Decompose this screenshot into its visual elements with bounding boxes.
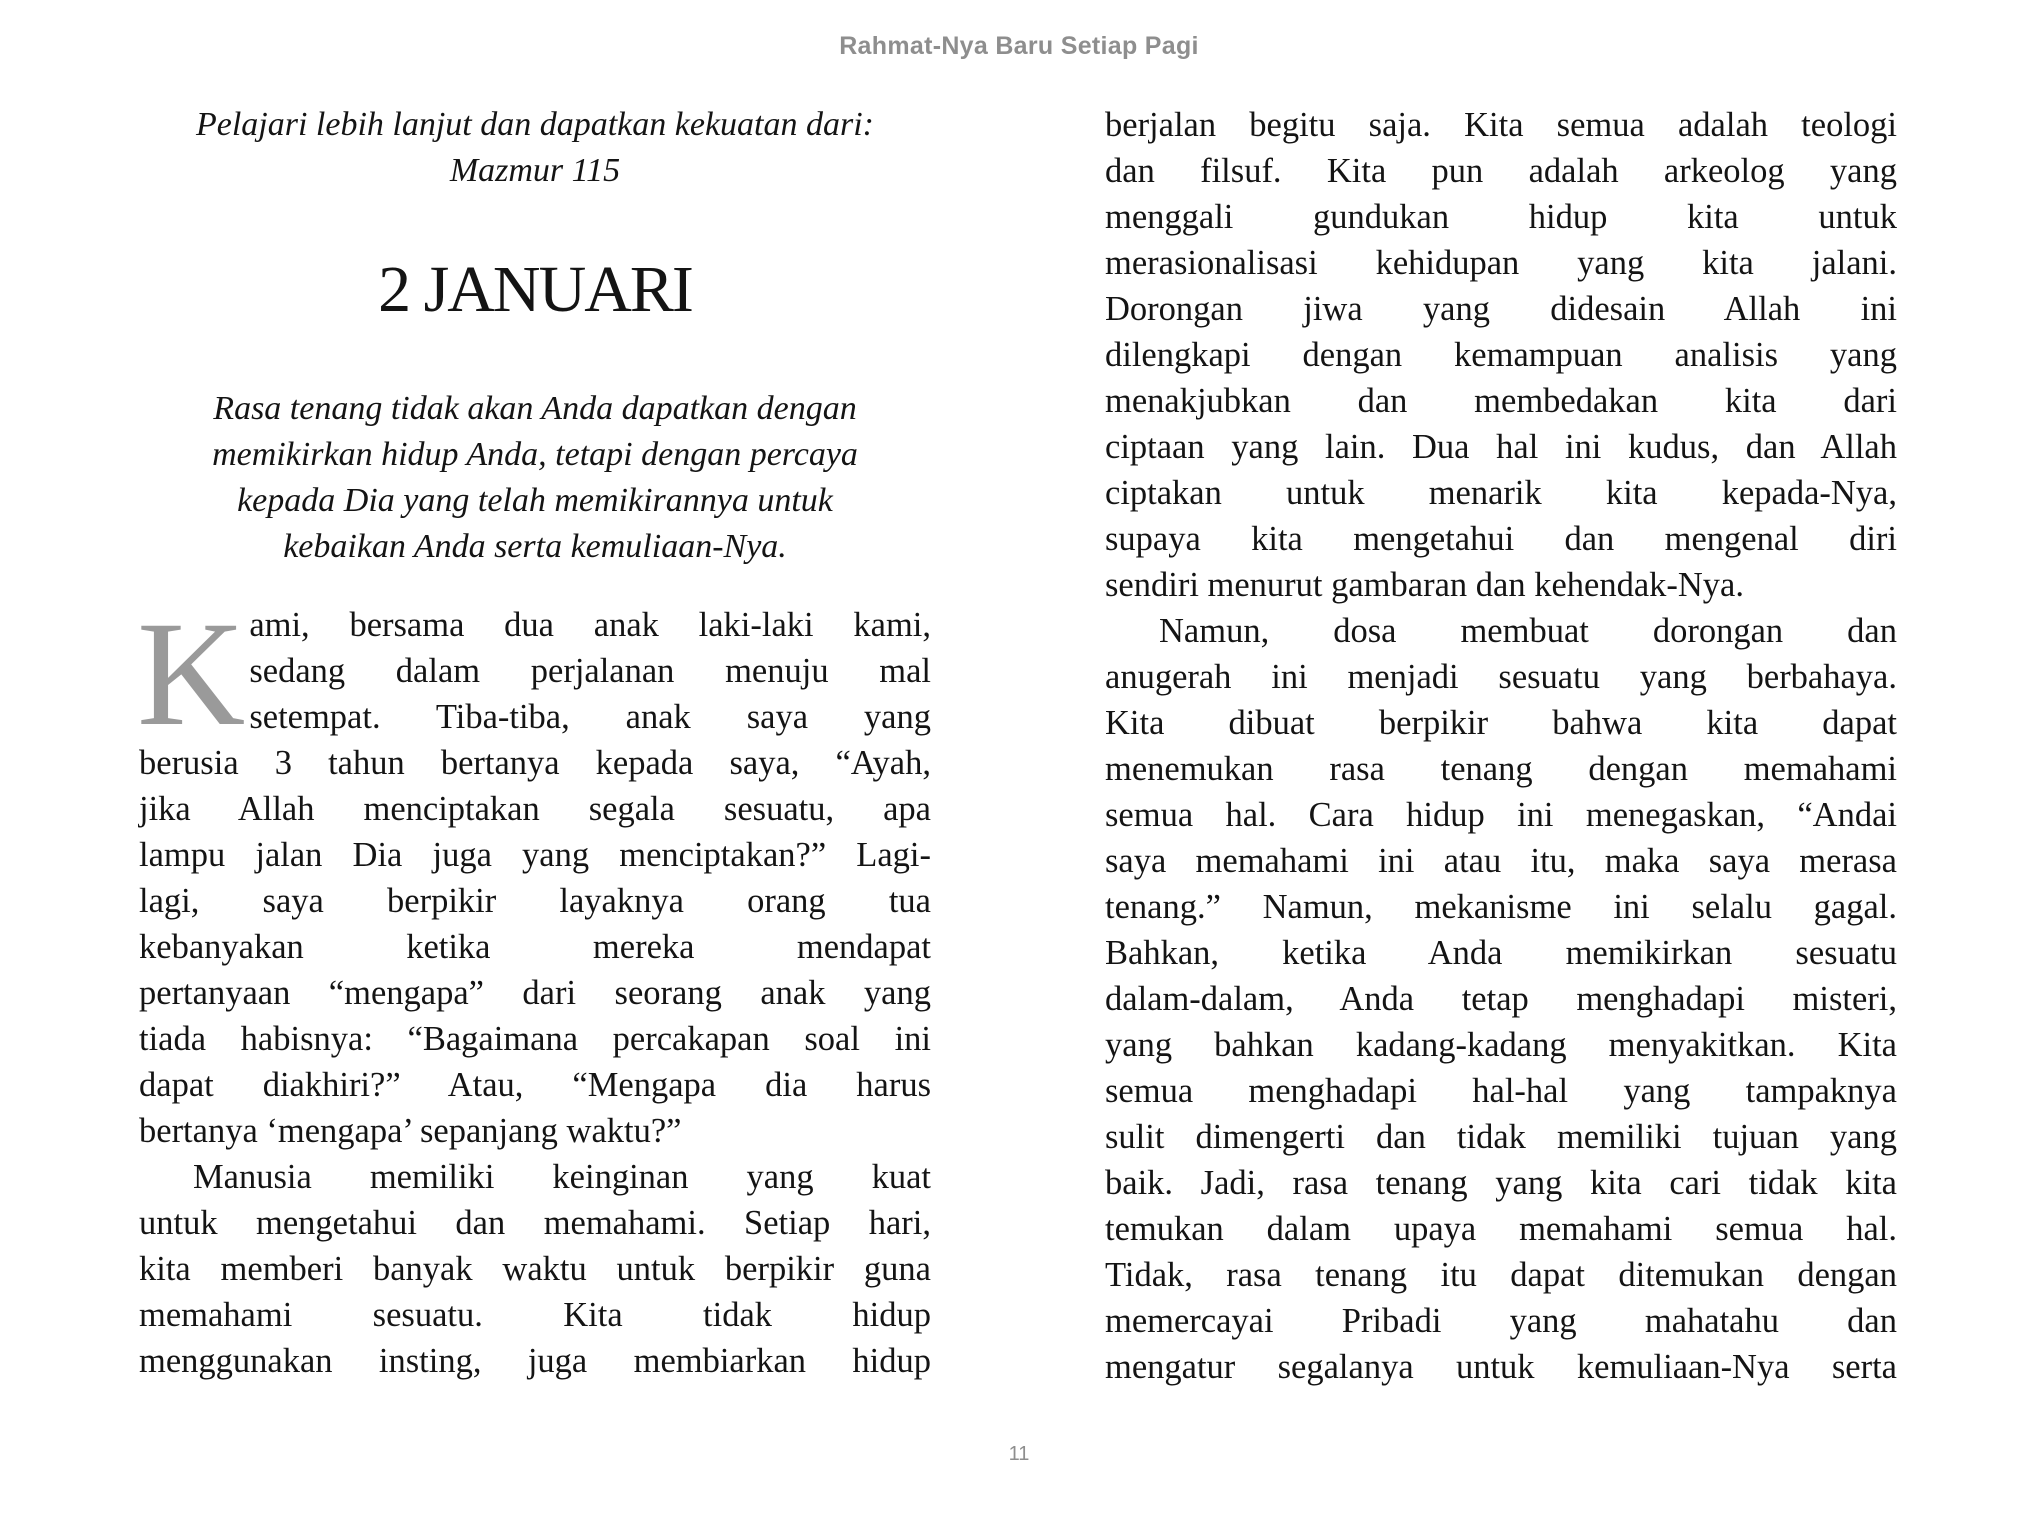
study-note-line: Pelajari lebih lanjut dan dapatkan kekuatan dari: xyxy=(195,106,874,143)
text-line: berjalan begitu saja. Kita semua adalah teologi xyxy=(1105,106,1897,144)
text-line: dapat diakhiri?” Atau, “Mengapa dia harus xyxy=(139,1066,931,1104)
text-line: Kita dibuat berpikir bahwa kita dapat xyxy=(1105,704,1897,742)
text-line: anugerah ini menjadi sesuatu yang berbahaya. xyxy=(1105,658,1897,696)
text-line: baik. Jadi, rasa tenang yang kita cari tidak kita xyxy=(1105,1164,1897,1202)
text-line: sendiri menurut gambaran dan kehendak-Nya. xyxy=(1105,566,1744,604)
text-line: dan filsuf. Kita pun adalah arkeolog yang xyxy=(1105,152,1897,190)
text-line: dilengkapi dengan kemampuan analisis yang xyxy=(1105,336,1897,374)
body-paragraph-1 xyxy=(137,591,931,1154)
text-line: lagi, saya berpikir layaknya orang tua xyxy=(139,882,931,920)
text-line: berusia 3 tahun bertanya kepada saya, “Ayah, xyxy=(139,744,931,782)
text-line: ciptakan untuk menarik kita kepada-Nya, xyxy=(1105,474,1897,512)
right-page-column xyxy=(1105,102,1897,1390)
epigraph xyxy=(139,386,931,570)
epigraph-line: kebaikan Anda serta kemuliaan-Nya. xyxy=(283,528,787,565)
text-line: semua menghadapi hal-hal yang tampaknya xyxy=(1105,1072,1897,1110)
epigraph-line: kepada Dia yang telah memikirannya untuk xyxy=(237,482,833,519)
text-line: menemukan rasa tenang dengan memahami xyxy=(1105,750,1897,788)
text-line: memahami sesuatu. Kita tidak hidup xyxy=(139,1296,931,1334)
book-title: Rahmat-Nya Baru Setiap Pagi xyxy=(839,32,1199,60)
study-note-reference: Mazmur 115 xyxy=(449,152,621,189)
epigraph-line: memikirkan hidup Anda, tetapi dengan percaya xyxy=(212,436,858,473)
text-line: merasionalisasi kehidupan yang kita jalani. xyxy=(1105,244,1897,282)
text-line: saya memahami ini atau itu, maka saya merasa xyxy=(1105,842,1897,880)
text-line: menggali gundukan hidup kita untuk xyxy=(1105,198,1897,236)
text-line: sedang dalam perjalanan menuju mal xyxy=(249,652,931,690)
text-line: menggunakan insting, juga membiarkan hidup xyxy=(139,1342,931,1380)
text-line: Manusia memiliki keinginan yang kuat xyxy=(193,1158,931,1196)
text-line: tenang.” Namun, mekanisme ini selalu gagal. xyxy=(1105,888,1897,926)
text-line: pertanyaan “mengapa” dari seorang anak yang xyxy=(139,974,931,1012)
text-line: kita memberi banyak waktu untuk berpikir guna xyxy=(139,1250,931,1288)
text-line: tiada habisnya: “Bagaimana percakapan soal ini xyxy=(139,1020,931,1058)
text-line: untuk mengetahui dan memahami. Setiap hari, xyxy=(139,1204,931,1242)
text-line: mengatur segalanya untuk kemuliaan-Nya serta xyxy=(1105,1348,1897,1386)
text-line: lampu jalan Dia juga yang menciptakan?” Lagi- xyxy=(139,836,931,874)
text-line: Namun, dosa membuat dorongan dan xyxy=(1159,612,1897,650)
text-line: semua hal. Cara hidup ini menegaskan, “Andai xyxy=(1105,796,1897,834)
text-line: Bahkan, ketika Anda memikirkan sesuatu xyxy=(1105,934,1897,972)
text-line: yang bahkan kadang-kadang menyakitkan. Kita xyxy=(1105,1026,1897,1064)
text-line: dalam-dalam, Anda tetap menghadapi misteri, xyxy=(1105,980,1897,1018)
text-line: ciptaan yang lain. Dua hal ini kudus, dan Allah xyxy=(1105,428,1897,466)
body-paragraph-3 xyxy=(1105,102,1897,608)
study-note xyxy=(139,102,931,194)
text-line: supaya kita mengetahui dan mengenal diri xyxy=(1105,520,1897,558)
text-line: sulit dimengerti dan tidak memiliki tujuan yang xyxy=(1105,1118,1897,1156)
text-line: kebanyakan ketika mereka mendapat xyxy=(139,928,931,966)
text-line: ami, bersama dua anak laki-laki kami, xyxy=(249,606,931,644)
text-line: Tidak, rasa tenang itu dapat ditemukan dengan xyxy=(1105,1256,1897,1294)
left-page-column xyxy=(139,102,931,1384)
page-number: 11 xyxy=(1008,1443,1030,1465)
text-line: memercayai Pribadi yang mahatahu dan xyxy=(1105,1302,1897,1340)
text-line: menakjubkan dan membedakan kita dari xyxy=(1105,382,1897,420)
drop-cap: K xyxy=(137,591,246,757)
body-paragraph-4 xyxy=(1105,608,1897,1390)
body-paragraph-2 xyxy=(139,1154,931,1384)
text-line: bertanya ‘mengapa’ sepanjang waktu?” xyxy=(139,1112,682,1150)
epigraph-line: Rasa tenang tidak akan Anda dapatkan dengan xyxy=(213,390,857,427)
date-heading: 2 JANUARI xyxy=(378,253,692,326)
text-line: temukan dalam upaya memahami semua hal. xyxy=(1105,1210,1897,1248)
text-line: setempat. Tiba-tiba, anak saya yang xyxy=(249,698,931,736)
text-line: Dorongan jiwa yang didesain Allah ini xyxy=(1105,290,1897,328)
text-line: jika Allah menciptakan segala sesuatu, apa xyxy=(139,790,931,828)
